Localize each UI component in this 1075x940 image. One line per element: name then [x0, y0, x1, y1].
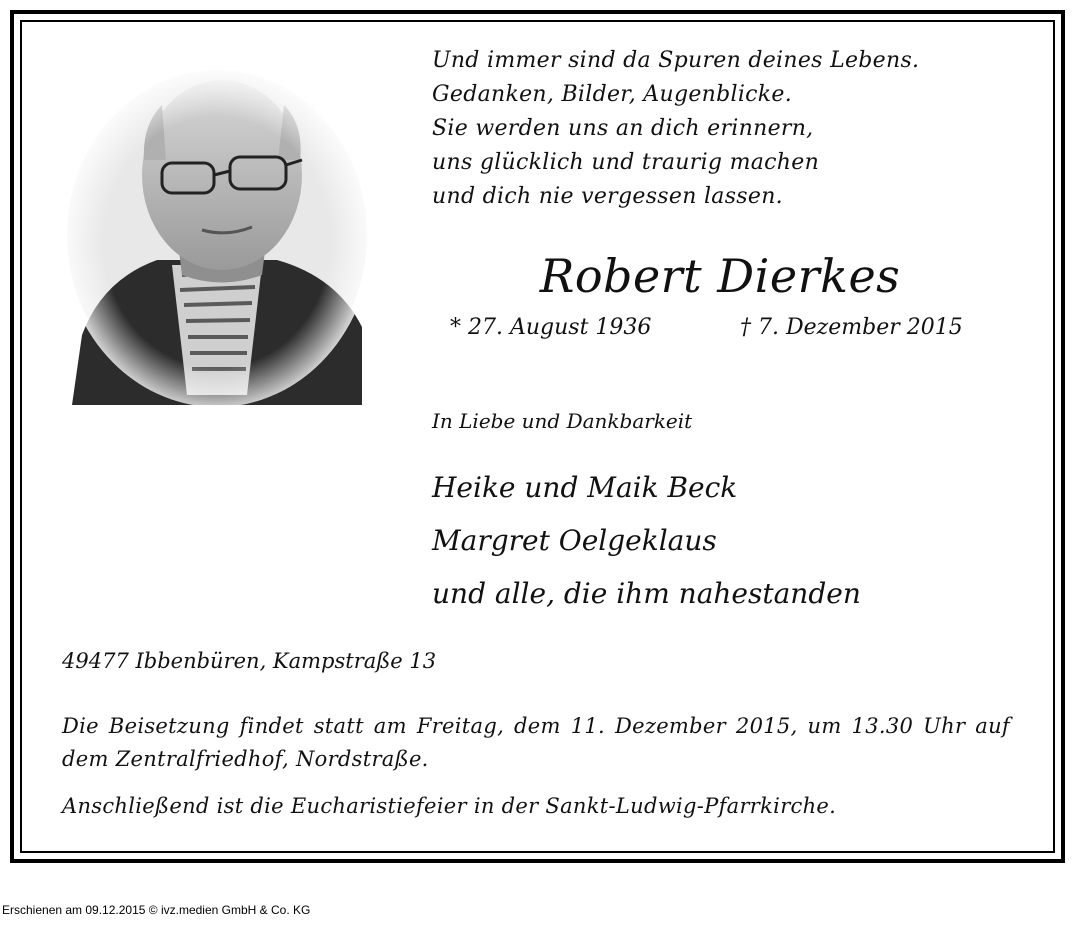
deceased-name: Robert Dierkes: [539, 249, 901, 303]
gratitude-line: In Liebe und Dankbarkeit: [432, 409, 693, 433]
mourners-list: [432, 468, 861, 627]
poem-line: Und immer sind da Spuren deines Lebens.: [432, 48, 920, 73]
mourner-name: Margret Oelgeklaus: [432, 524, 717, 557]
funeral-notice: Die Beisetzung findet statt am Freitag, dem 11. Dezember 2015, um 13.30 Uhr auf dem Zentralfriedhof, Nordstraße.: [62, 714, 1010, 771]
life-dates: [450, 312, 963, 344]
portrait-photo: [62, 65, 372, 405]
poem: [432, 44, 919, 214]
poem-line: Sie werden uns an dich erinnern,: [432, 116, 814, 141]
poem-line: Gedanken, Bilder, Augenblicke.: [432, 82, 793, 107]
death-date: † 7. Dezember 2015: [740, 315, 963, 340]
publication-footer: Erschienen am 09.12.2015 © ivz.medien GmbH & Co. KG: [2, 903, 311, 917]
address: 49477 Ibbenbüren, Kampstraße 13: [62, 649, 437, 673]
poem-line: und dich nie vergessen lassen.: [432, 184, 783, 209]
eucharist-notice: Anschließend ist die Eucharistiefeier in der Sankt-Ludwig-Pfarrkirche.: [62, 794, 837, 818]
mourner-name: und alle, die ihm nahestanden: [432, 577, 861, 610]
birth-date: * 27. August 1936: [450, 315, 652, 340]
poem-line: uns glücklich und traurig machen: [432, 150, 820, 175]
mourner-name: Heike und Maik Beck: [432, 471, 738, 504]
